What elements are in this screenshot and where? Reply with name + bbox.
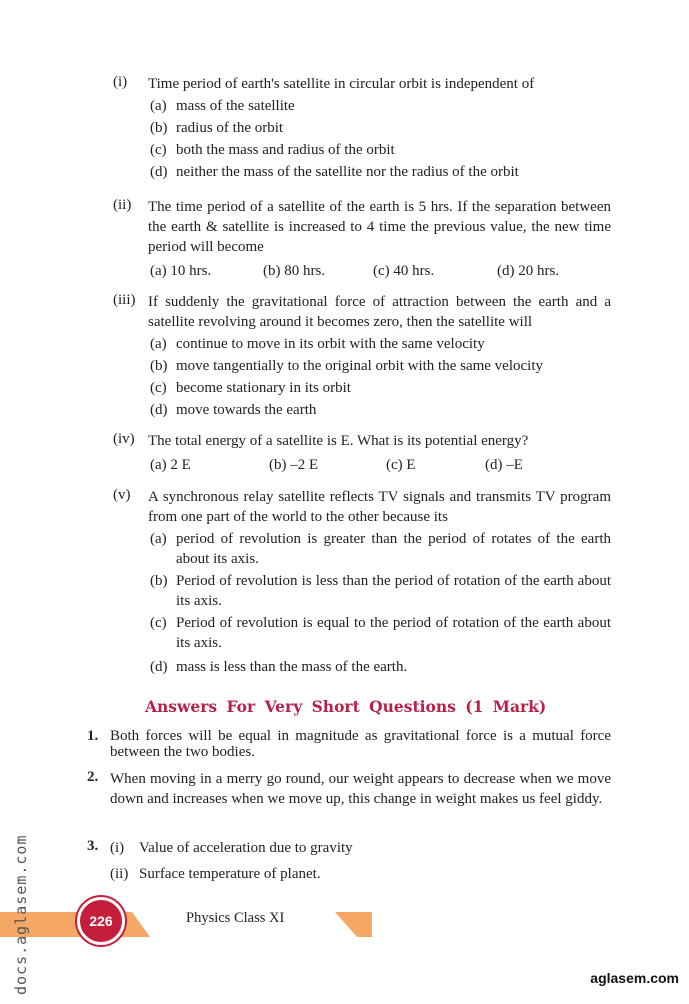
question-text: The time period of a satellite of the earth is 5 hrs. If the separation between the earth & satellite is increased to 4 time the previous value, the new time period will become [148,199,611,255]
question-text: If suddenly the gravitational force of attraction between the earth and a satellite revolving around it becomes zero, then the satellite will [148,294,611,330]
option [263,261,373,281]
option-label: (b) [263,263,281,279]
question-text: A synchronous relay satellite reflects TV signals and transmits TV program from one part of the world to the other because its [148,489,611,525]
answer-2 [87,769,611,809]
option [150,118,611,138]
part-text: Surface temperature of planet. [139,866,321,882]
answer-number: 3. [87,838,99,854]
option-text: become stationary in its orbit [176,380,351,396]
option-label: (c) [150,142,167,158]
question-label: (iv) [113,431,135,447]
option [373,261,497,281]
option-text: continue to move in its orbit with the same velocity [176,336,485,352]
option [497,261,559,281]
part-text: Value of acceleration due to gravity [139,840,353,856]
option [386,455,485,475]
option [150,400,611,420]
option-label: (a) [150,457,167,473]
option-text: E [406,457,416,473]
option-text: Period of revolution is less than the period of rotation of the earth about its axis. [176,573,611,609]
answer-part [110,838,611,858]
question-v [113,487,611,677]
answer-text: Both forces will be equal in magnitude as gravitational force is a mutual force between the two bodies. [110,728,611,760]
option-label: (d) [150,659,168,675]
option [485,455,523,475]
question-label: (v) [113,487,131,503]
question-text: The total energy of a satellite is E. What is its potential energy? [148,433,529,449]
options-row [150,455,611,475]
option [269,455,386,475]
question-label: (iii) [113,292,136,308]
option-label: (c) [150,615,167,631]
option-label: (a) [150,336,167,352]
part-label: (ii) [110,866,129,882]
option-label: (b) [269,457,287,473]
option-text: move towards the earth [176,402,317,418]
option-label: (b) [150,120,168,136]
side-watermark: docs.aglasem.com [12,834,30,995]
option-text: 2 E [170,457,191,473]
footer-band-right [335,912,372,937]
option [150,455,269,475]
option-text: 10 hrs. [170,263,212,279]
option [150,529,611,569]
option [150,356,611,376]
question-text: Time period of earth's satellite in circular orbit is independent of [148,76,535,92]
question-i [113,74,611,182]
option [150,261,263,281]
option-text: 80 hrs. [284,263,326,279]
question-label: (i) [113,74,128,90]
option [150,96,611,116]
option-label: (d) [150,164,168,180]
question-label: (ii) [113,197,132,213]
option-label: (a) [150,98,167,114]
answer-text: When moving in a merry go round, our weight appears to decrease when we move down and increases when we move up, this change in weight makes us feel giddy. [110,771,611,807]
option [150,571,611,611]
option-text: neither the mass of the satellite nor the radius of the orbit [176,164,519,180]
answer-number: 1. [87,728,99,744]
option-text: mass of the satellite [176,98,295,114]
option-text: radius of the orbit [176,120,284,136]
option-label: (c) [150,380,167,396]
option-text: both the mass and radius of the orbit [176,142,395,158]
question-iii [113,292,611,420]
question-ii [113,197,611,281]
page-number-badge: 226 [77,897,125,945]
site-watermark: aglasem.com [590,970,679,986]
book-title: Physics Class XI [186,910,285,926]
option [150,334,611,354]
option-label: (a) [150,263,167,279]
option-text: mass is less than the mass of the earth. [176,659,408,675]
option-text: period of revolution is greater than the period of rotates of the earth about its axis. [176,531,611,567]
option [150,162,611,182]
option-label: (b) [150,358,168,374]
option-text: Period of revolution is equal to the period of rotation of the earth about its axis. [176,615,611,651]
option-text: 20 hrs. [518,263,560,279]
options-row [150,261,611,281]
answers-heading: Answers For Very Short Questions (1 Mark) [145,697,547,716]
question-iv [113,431,611,475]
option-label: (d) [485,457,503,473]
answer-1 [87,728,611,760]
option [150,657,611,677]
option-text: –2 E [290,457,319,473]
answer-3 [87,838,611,884]
part-label: (i) [110,840,125,856]
option [150,378,611,398]
option [150,613,611,653]
option-label: (c) [386,457,403,473]
answer-number: 2. [87,769,99,785]
option [150,140,611,160]
option-label: (b) [150,573,168,589]
option-text: move tangentially to the original orbit with the same velocity [176,358,543,374]
option-label: (c) [373,263,390,279]
option-text: –E [506,457,523,473]
option-label: (d) [150,402,168,418]
option-text: 40 hrs. [393,263,435,279]
option-label: (d) [497,263,515,279]
answer-part [110,864,611,884]
option-label: (a) [150,531,167,547]
